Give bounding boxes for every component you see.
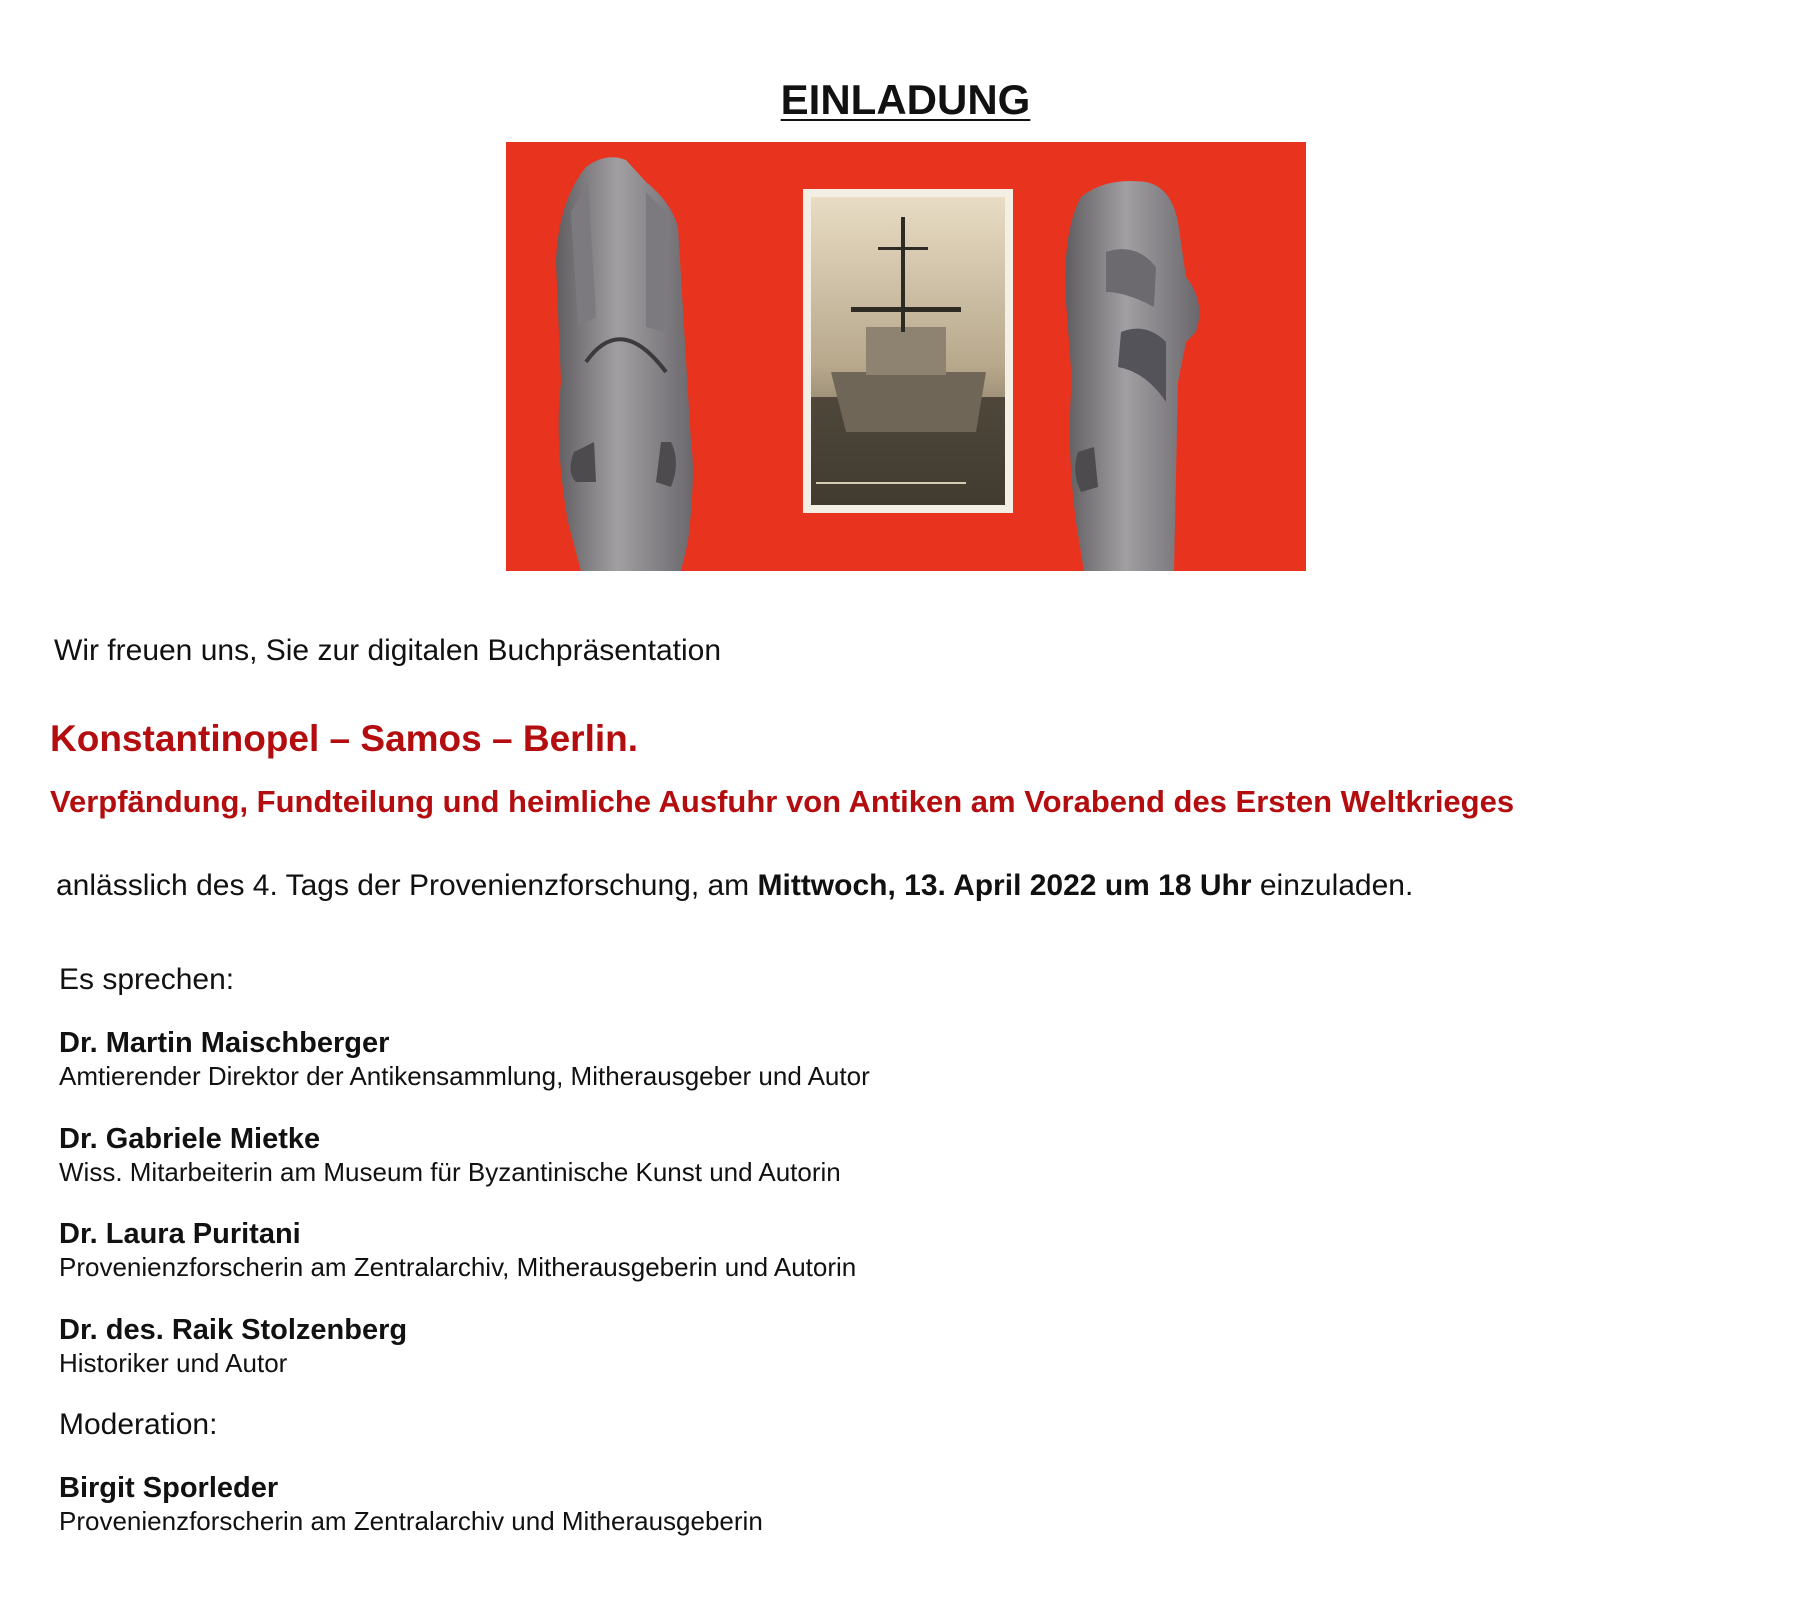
occasion-suffix: einzuladen. (1251, 869, 1414, 902)
occasion-text (56, 867, 1413, 905)
speaker-entry (59, 1313, 407, 1379)
speaker-name: Dr. des. Raik Stolzenberg (59, 1314, 408, 1346)
speaker-entry (59, 1122, 841, 1188)
speaker-role: Provenienzforscherin am Zentralarchiv, Mitherausgeberin und Autorin (59, 1252, 857, 1282)
moderator-name: Birgit Sporleder (59, 1472, 279, 1504)
moderator-entry (59, 1471, 763, 1537)
speaker-entry (59, 1026, 870, 1092)
statue-left-icon (556, 157, 693, 571)
speaker-name: Dr. Martin Maischberger (59, 1027, 390, 1059)
book-subtitle: Verpfändung, Fundteilung und heimliche Ausfuhr von Antiken am Vorabend des Ersten Weltkrieges (50, 784, 1515, 819)
intro-text: Wir freuen uns, Sie zur digitalen Buchpräsentation (54, 634, 722, 667)
occasion-prefix: anlässlich des 4. Tags der Provenienzforschung, am (56, 869, 758, 902)
speaker-role: Amtierender Direktor der Antikensammlung, Mitherausgeber und Autor (59, 1061, 870, 1091)
speaker-name: Dr. Gabriele Mietke (59, 1123, 321, 1155)
speaker-role: Historiker und Autor (59, 1348, 288, 1378)
speaker-entry (59, 1217, 856, 1283)
moderator-role: Provenienzforscherin am Zentralarchiv und Mitherausgeberin (59, 1506, 763, 1536)
speaker-name: Dr. Laura Puritani (59, 1218, 301, 1250)
book-title: Konstantinopel – Samos – Berlin. (50, 718, 639, 759)
speaker-role: Wiss. Mitarbeiterin am Museum für Byzantinische Kunst und Autorin (59, 1157, 841, 1187)
hero-image (506, 142, 1306, 571)
speakers-label: Es sprechen: (59, 963, 235, 996)
event-date: Mittwoch, 13. April 2022 um 18 Uhr (757, 869, 1252, 902)
warship-postcard-icon (803, 189, 1013, 513)
page-title: EINLADUNG (780, 76, 1031, 123)
moderation-label: Moderation: (59, 1408, 218, 1441)
